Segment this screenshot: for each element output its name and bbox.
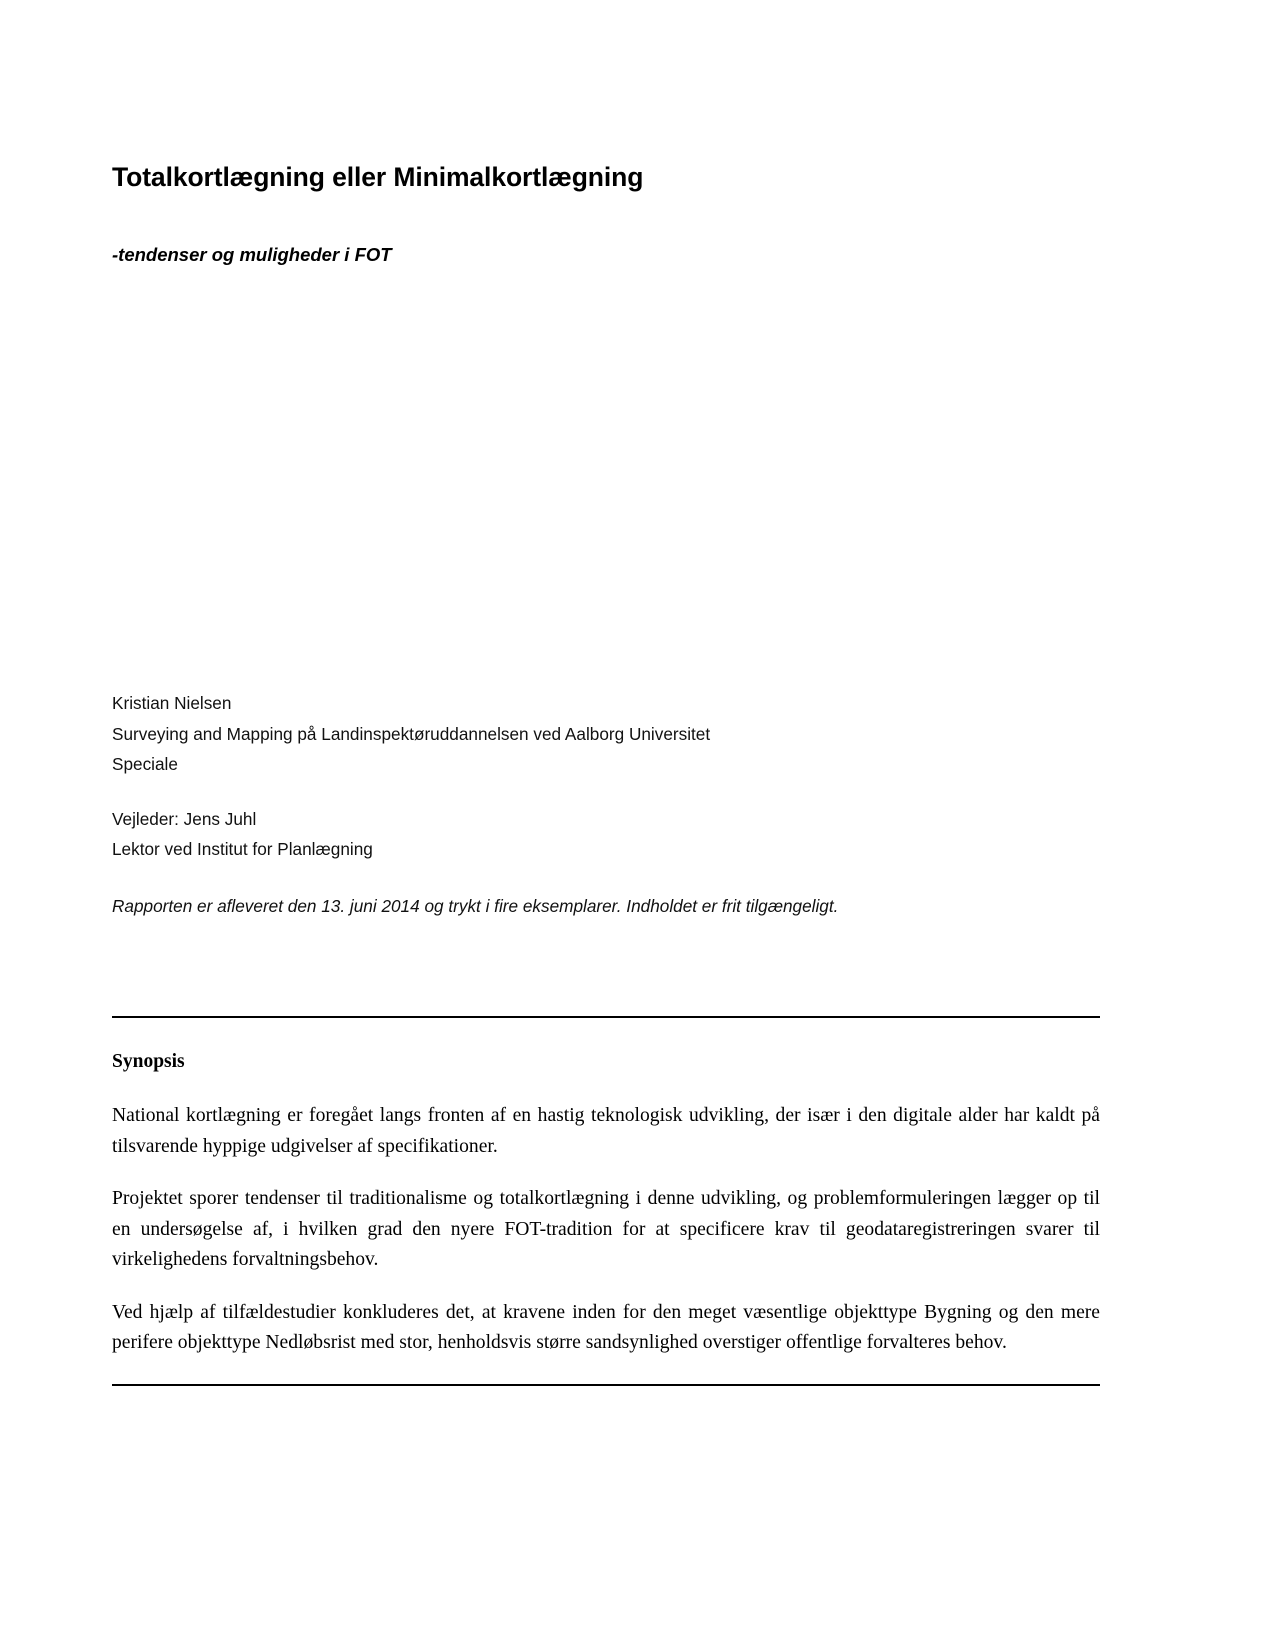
title-block: [112, 160, 1100, 267]
synopsis-rule-bottom: [112, 1384, 1100, 1386]
synopsis-body: [112, 1074, 1100, 1359]
synopsis-paragraph: National kortlægning er foregået langs fronten af en hastig teknologisk udvikling, der især i den digitale alder har kaldt på tilsvarende hyppige udgivelser af specifikationer.: [112, 1105, 1100, 1157]
programme-name: Surveying and Mapping på Landinspektøruddannelsen ved Aalborg Universitet: [112, 723, 711, 744]
page-title: Totalkortlægning eller Minimalkortlægning: [112, 162, 644, 192]
document-type: Speciale: [112, 754, 178, 774]
author-name: Kristian Nielsen: [112, 693, 232, 713]
synopsis-section: [112, 1016, 1100, 1386]
synopsis-paragraph: Ved hjælp af tilfældestudier konkluderes det, at kravene inden for den meget væsentlige objekttype Bygning og den mere perifere objekttype Nedløbsrist med stor, henholdsvis større sandsynlighed overstiger offentlige forvalteres behov.: [112, 1301, 1100, 1353]
author-group: [112, 688, 1100, 780]
supervisor-title: Lektor ved Institut for Planlægning: [112, 839, 373, 859]
author-meta-block: [112, 688, 1100, 921]
synopsis-heading: Synopsis: [112, 1051, 185, 1072]
supervisor-name: Vejleder: Jens Juhl: [112, 808, 257, 829]
page-subtitle: -tendenser og muligheder i FOT: [112, 244, 392, 265]
synopsis-paragraph: Projektet sporer tendenser til traditionalisme og totalkortlægning i denne udvikling, og problemformuleringen lægger op til en undersøgelse af, i hvilken grad den nyere FOT-tradition for at specificere krav til geodataregistreringen svarer til virkelighedens forvaltningsbehov.: [112, 1188, 1100, 1270]
delivery-note: Rapporten er afleveret den 13. juni 2014 og trykt i fire eksemplarer. Indholdet er frit tilgængeligt.: [112, 895, 839, 916]
supervisor-group: [112, 804, 1100, 865]
